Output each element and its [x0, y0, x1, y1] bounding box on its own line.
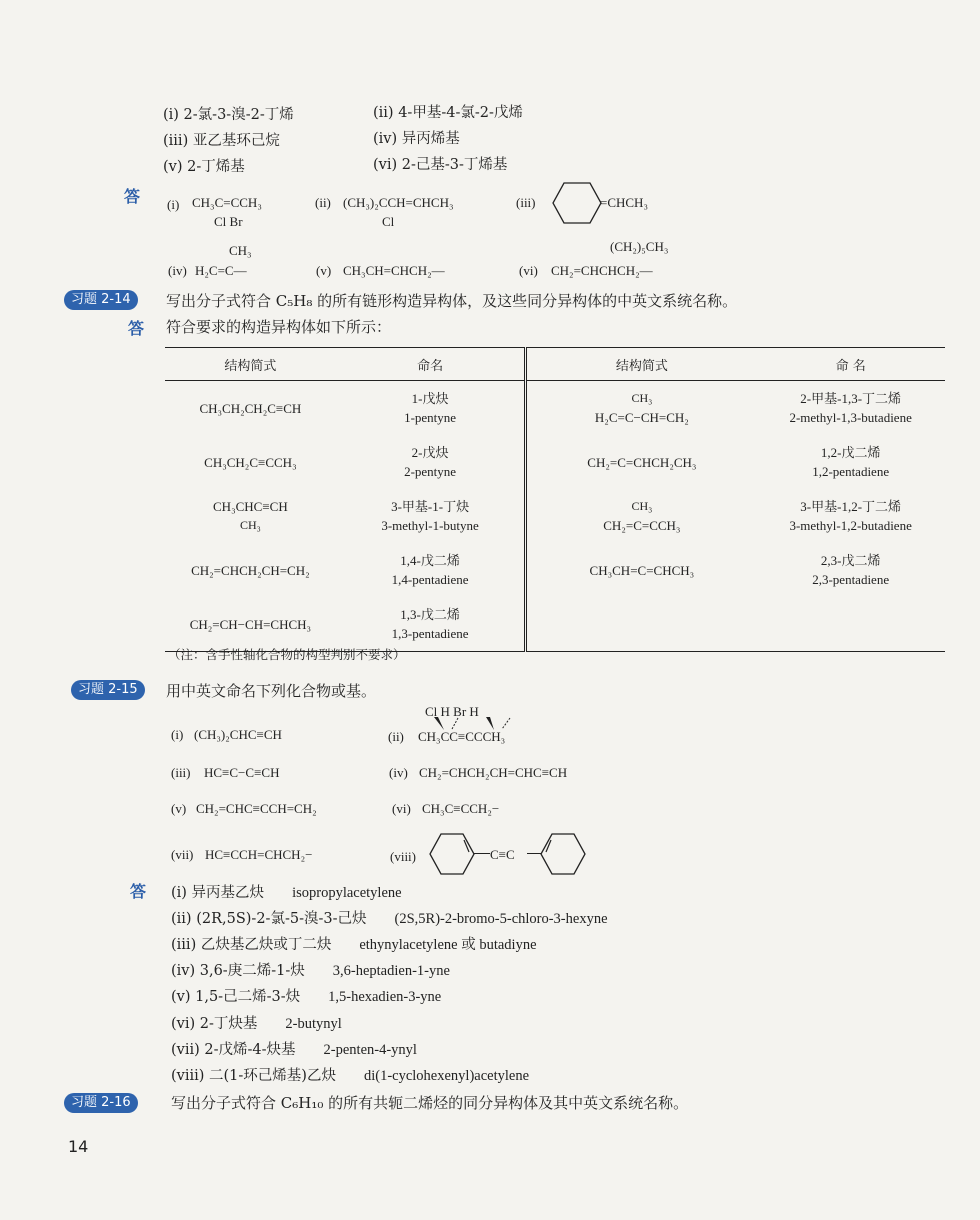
single-bond — [527, 853, 541, 854]
q15-vii-formula: HC≡CCH=CHCH₂− — [205, 847, 313, 862]
ans13-iv-formula: H₂C=C— — [195, 263, 247, 278]
exercise-badge-2-16: 习题 2-16 — [64, 1093, 138, 1113]
q15-iii-label: (iii) — [171, 765, 191, 780]
q15-answer-iii: (iii) 乙炔基乙炔或丁二炔 ethynylacetylene 或 butadiyne — [171, 937, 537, 953]
formula-cell: CH₃ CH₂=C=CCH₃ — [603, 499, 681, 533]
table-row — [165, 543, 945, 597]
answer-mark: 答 — [124, 187, 141, 206]
q15-ii-top: Cl H Br H — [425, 704, 479, 719]
q15-answer-viii: (viii) 二(1-环己烯基)乙炔 di(1-cyclohexenyl)acetylene — [171, 1068, 530, 1084]
cyclohexane-ring-icon — [552, 182, 602, 224]
q15-viii-triple-bond: C≡C — [490, 847, 515, 862]
name-cell: 1-戊炔 1-pentyne — [336, 381, 526, 436]
name-cell: 2-戊炔 2-pentyne — [336, 435, 526, 489]
q15-viii-label: (viii) — [390, 849, 416, 864]
name-cell: 2,3-戊二烯 2,3-pentadiene — [812, 553, 890, 587]
table-row — [165, 597, 945, 652]
q16-question: 写出分子式符合 C₆H₁₀ 的所有共轭二烯烃的同分异构体及其中英文系统名称。 — [171, 1094, 689, 1112]
q15-i-formula: (CH₃)₂CHC≡CH — [194, 727, 282, 742]
q13-item-ii: (ii) 4-甲基-4-氯-2-戊烯 — [373, 105, 523, 121]
exercise-badge-2-15: 习题 2-15 — [71, 680, 145, 700]
ans13-ii-formula: (CH₃)₂CCH=CHCH₃ — [343, 195, 454, 210]
formula-cell: CH₃CH₂C≡CCH₃ — [204, 454, 297, 470]
q13-item-v: (v) 2-丁烯基 — [163, 159, 245, 175]
table-header: 结构简式 — [526, 348, 756, 381]
empty-cell — [526, 597, 756, 652]
table-header: 结构简式 — [165, 348, 336, 381]
q15-answer-vi: (vi) 2-丁炔基 2-butynyl — [171, 1016, 342, 1032]
ans13-v-formula: CH₃CH=CHCH₂— — [343, 263, 445, 278]
formula-cell: CH₃CHC≡CH CH₃ — [213, 499, 288, 532]
formula-cell: CH₂=C=CHCH₂CH₃ — [587, 454, 697, 470]
q13-item-iv: (iv) 异丙烯基 — [373, 131, 460, 147]
ans13-v-label: (v) — [316, 263, 332, 278]
formula-cell: CH₃ H₂C=C−CH=CH₂ — [594, 391, 689, 425]
ans13-i-formula: CH₃C=CCH₃ — [192, 195, 262, 210]
q15-answer-i: (i) 异丙基乙炔 isopropylacetylene — [171, 885, 402, 901]
ans13-iii-sub: =CHCH₃ — [600, 195, 648, 210]
q15-ii-label: (ii) — [388, 729, 404, 744]
single-bond — [474, 853, 490, 854]
name-cell: 3-甲基-1,2-丁二烯 3-methyl-1,2-butadiene — [789, 499, 912, 533]
ans13-ii-sub: Cl — [382, 214, 395, 229]
name-cell: 1,4-戊二烯 1,4-pentadiene — [336, 543, 526, 597]
name-cell: 1,3-戊二烯 1,3-pentadiene — [336, 597, 526, 652]
table-row — [165, 381, 945, 436]
q15-answer-v: (v) 1,5-己二烯-3-炔 1,5-hexadien-3-yne — [171, 989, 442, 1005]
ans13-ii-label: (ii) — [315, 195, 331, 210]
table-header: 命名 — [336, 348, 526, 381]
q15-vi-formula: CH₃C≡CCH₂− — [422, 801, 500, 816]
q13-item-iii: (iii) 亚乙基环己烷 — [163, 133, 280, 149]
ans13-i-sub: Cl Br — [214, 214, 243, 229]
ans13-i-label: (i) — [167, 197, 180, 212]
ans13-vi-label: (vi) — [519, 263, 538, 278]
q15-v-formula: CH₂=CHC≡CCH=CH₂ — [196, 801, 317, 816]
q15-v-label: (v) — [171, 801, 187, 816]
q15-iv-label: (iv) — [389, 765, 408, 780]
ans13-iii-label: (iii) — [516, 195, 536, 210]
ans13-vi-top: (CH₂)₅CH₃ — [610, 239, 669, 254]
table-row — [165, 435, 945, 489]
q15-ii-formula: CH₃CC≡CCCH₃ — [418, 729, 506, 744]
ans13-iv-label: (iv) — [168, 263, 187, 278]
exercise-badge-2-14: 习题 2-14 — [64, 290, 138, 310]
q14-question: 写出分子式符合 C₅H₈ 的所有链形构造异构体，及这些同分异构体的中英文系统名称。 — [166, 292, 738, 310]
isomer-table — [165, 347, 945, 652]
q14-note: （注：含手性轴化合物的构型判别不要求） — [168, 647, 406, 662]
formula-cell: CH₂=CHCH₂CH=CH₂ — [191, 562, 310, 578]
q15-question: 用中英文命名下列化合物或基。 — [166, 682, 377, 700]
name-cell: 3-甲基-1-丁炔 3-methyl-1-butyne — [336, 489, 526, 543]
answer-mark: 答 — [128, 319, 145, 338]
q14-answer-intro: 符合要求的构造异构体如下所示： — [166, 318, 392, 336]
ans13-vi-formula: CH₂=CHCHCH₂— — [551, 263, 653, 278]
name-cell: 2-甲基-1,3-丁二烯 2-methyl-1,3-butadiene — [789, 391, 912, 425]
formula-cell: CH₂=CH−CH=CHCH₃ — [189, 616, 312, 632]
page-number: 14 — [68, 1137, 89, 1156]
cyclohexene-ring-icon — [540, 833, 586, 875]
formula-cell: CH₃CH=C=CHCH₃ — [589, 562, 695, 578]
q15-iv-formula: CH₂=CHCH₂CH=CHC≡CH — [419, 765, 568, 780]
q15-i-label: (i) — [171, 727, 184, 742]
q15-answer-ii: (ii) (2R,5S)-2-氯-5-溴-3-己炔 (2S,5R)-2-bromo-5-chloro-3-hexyne — [171, 911, 608, 927]
ans13-iv-top: CH₃ — [229, 243, 252, 258]
q15-vi-label: (vi) — [392, 801, 411, 816]
table-header: 命 名 — [756, 348, 945, 381]
q15-vii-label: (vii) — [171, 847, 194, 862]
name-cell: 1,2-戊二烯 1,2-pentadiene — [812, 445, 890, 479]
q15-answer-iv: (iv) 3,6-庚二烯-1-炔 3,6-heptadien-1-yne — [171, 963, 450, 979]
q15-answer-vii: (vii) 2-戊烯-4-炔基 2-penten-4-ynyl — [171, 1042, 417, 1058]
cyclohexene-ring-icon — [429, 833, 475, 875]
q13-item-i: (i) 2-氯-3-溴-2-丁烯 — [163, 107, 294, 123]
formula-cell: CH₃CH₂CH₂C≡CH — [199, 400, 302, 416]
empty-cell — [756, 597, 945, 652]
answer-mark: 答 — [130, 882, 147, 901]
q13-item-vi: (vi) 2-己基-3-丁烯基 — [373, 157, 508, 173]
q15-iii-formula: HC≡C−C≡CH — [204, 765, 280, 780]
table-row — [165, 489, 945, 543]
